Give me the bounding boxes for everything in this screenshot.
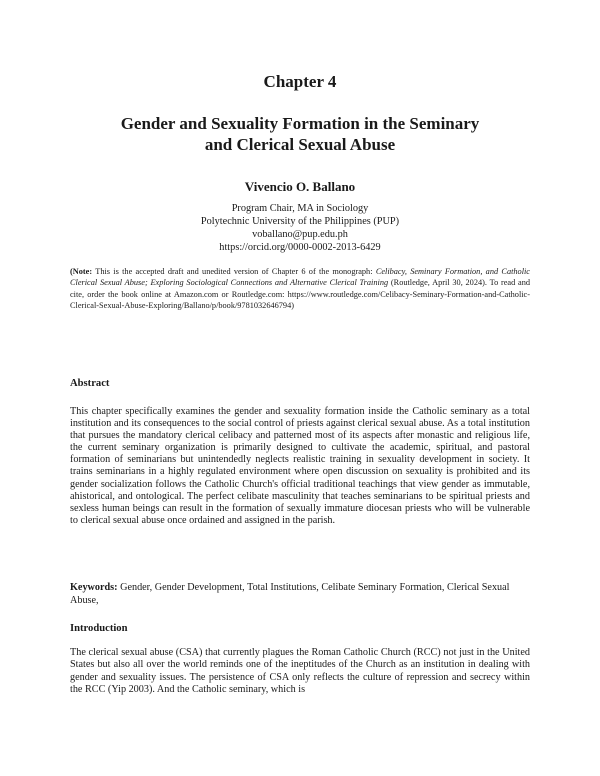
abstract-heading: Abstract: [70, 378, 110, 389]
author-position: Program Chair, MA in Sociology: [231, 203, 369, 214]
keywords-label: Keywords:: [70, 582, 118, 593]
chapter-label: Chapter 4: [263, 72, 337, 91]
title-line-2: and Clerical Sexual Abuse: [204, 135, 396, 154]
note-text-before: This is the accepted draft and unedited version of Chapter 6 of the monograph:: [95, 267, 373, 276]
note-text-after: (Routledge, April 30, 2024). To read and cite, order the book online at Amazon.com or Routledge.com: https://www.routledge.com/Celibacy-Seminary-Formation-and-Catholic-Clerical-Sexual-Abuse-Exploring/Ballano/p/book/9781032646794): [70, 278, 530, 310]
keywords-text: Gender, Gender Development, Total Institutions, Celibate Seminary Formation, Clerical Sexual Abuse,: [70, 582, 510, 606]
chapter-title: [0, 113, 600, 155]
introduction-heading: Introduction: [70, 623, 128, 634]
keywords: [70, 581, 530, 607]
note-label: (Note:: [70, 267, 93, 276]
author-institution: Polytechnic University of the Philippines (PUP): [200, 216, 400, 227]
introduction-text: The clerical sexual abuse (CSA) that currently plagues the Roman Catholic Church (RCC) not just in the United States but also all over the world reminds one of the ineptitudes of the Church as an institution in dealing with gender and sexuality issues. The persistence of CSA only reflects the culture of repression and secrecy within the RCC (Yip 2003). And the Catholic seminary, which is: [70, 647, 530, 695]
publication-note: [70, 266, 530, 311]
title-line-1: Gender and Sexuality Formation in the Seminary: [120, 114, 480, 133]
note-book-title: Celibacy, Seminary Formation, and Catholic Clerical Sexual Abuse; Exploring Sociological Connections and Alternative Clerical Training: [70, 267, 530, 288]
author-affiliation: [0, 202, 600, 254]
author-name: Vivencio O. Ballano: [244, 179, 356, 194]
author-email: voballano@pup.edu.ph: [252, 229, 348, 240]
author-orcid: https://orcid.org/0000-0002-2013-6429: [219, 242, 381, 253]
abstract-text: This chapter specifically examines the gender and sexuality formation inside the Catholic seminary as a total institution and its consequences to the social control of priests against clerical sexual abuse. As a total institution that pursues the mandatory clerical celibacy and patterned most of its aspects after monastic and religious life, the current seminary organization is primarily designed to cultivate the academic, spiritual, and pastoral formation of seminarians but unintendedly neglects realistic training in sexuality development in society. It trains seminarians in a highly regulated environment where open discussion on sexuality is prohibited and its gender socialization follows the Catholic Church's official traditional teachings that view gender as immutable, ahistorical, and ontological. The perfect celibate masculinity that teaches seminarians to be spiritual priests and sexless human beings can result in the formation of sexually immature diocesan priests who will be vulnerable to clerical sexual abuse once ordained and assigned in the parish.: [70, 406, 530, 526]
